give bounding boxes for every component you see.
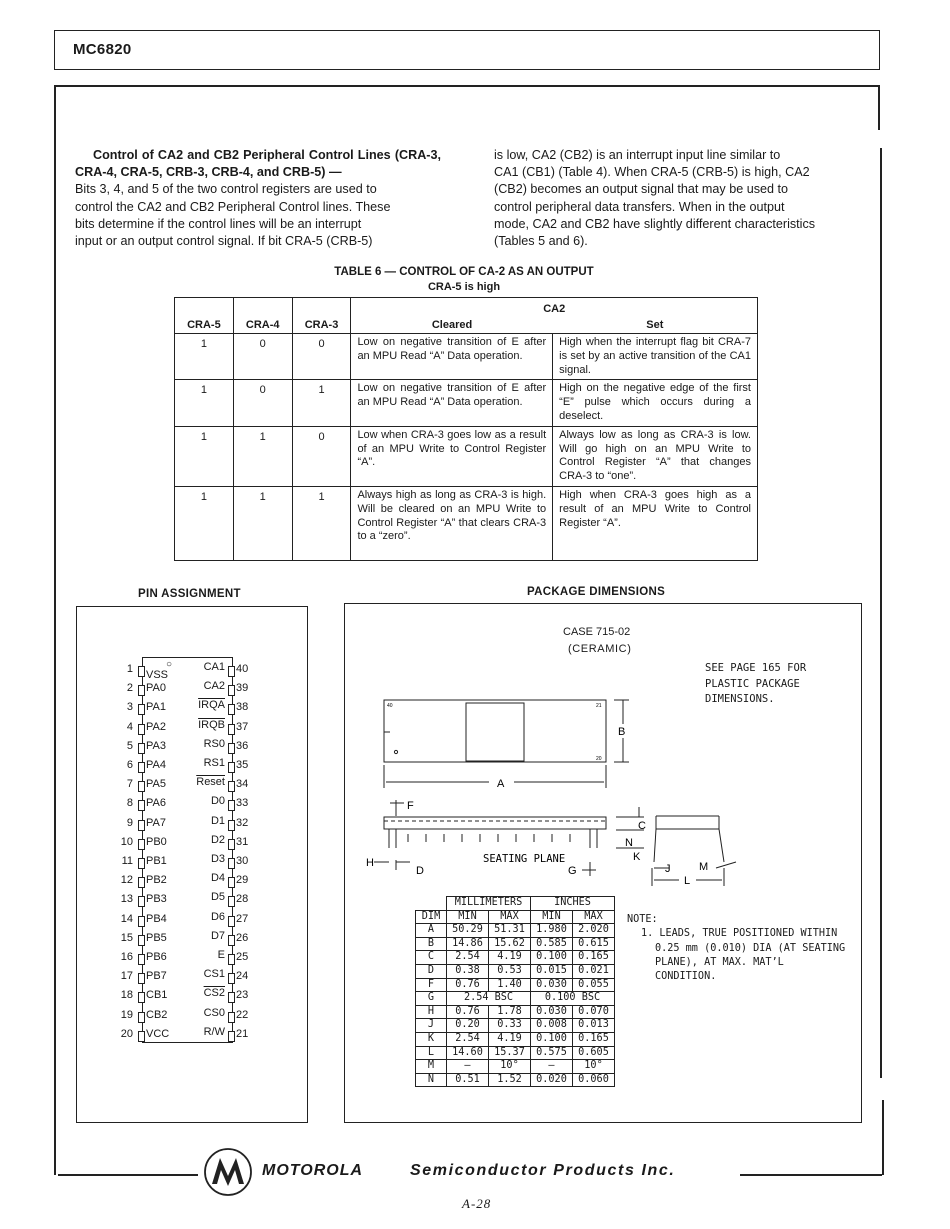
pin-number: 38 xyxy=(236,701,249,714)
package-top-outline xyxy=(384,700,606,762)
dim-d-label: D xyxy=(416,865,424,877)
pin-number: 33 xyxy=(236,797,249,810)
cell: 0.615 xyxy=(573,937,615,951)
cell: L xyxy=(416,1046,447,1060)
cell: 0.100 BSC xyxy=(531,992,615,1006)
pin-assignment-title: PIN ASSIGNMENT xyxy=(138,588,241,600)
text-line: mode, CA2 and CB2 have slightly different characteristics xyxy=(494,216,816,231)
cell: 0 xyxy=(233,334,292,380)
pin-name: PA6 xyxy=(146,797,166,810)
note-line: 0.25 mm (0.010) DIA (AT SEATING xyxy=(655,942,846,954)
pin-number: 5 xyxy=(126,739,133,752)
pin-lead-icon xyxy=(138,858,145,869)
pin-number: 7 xyxy=(126,778,133,791)
pin-name: D2 xyxy=(210,833,225,846)
pin-lead-icon xyxy=(138,877,145,888)
col-header: MIN xyxy=(531,910,573,924)
pin-number: 31 xyxy=(236,835,249,848)
pin-lead-icon xyxy=(138,781,145,792)
table-row xyxy=(416,978,615,992)
pin40-label: 40 xyxy=(387,703,393,709)
cell: High on the negative edge of the first “E” pulse which occurs during a deselect. xyxy=(553,380,758,426)
table-header-row xyxy=(175,298,758,318)
pin-lead-icon xyxy=(138,685,145,696)
text-line: DIMENSIONS. xyxy=(705,693,775,705)
cell: C xyxy=(416,951,447,965)
cell: A xyxy=(416,924,447,938)
dimensions-table xyxy=(415,896,615,1087)
cell: 0.100 xyxy=(531,951,573,965)
cell: 0.165 xyxy=(573,951,615,965)
pin-lead-icon xyxy=(228,666,235,677)
pin-number: 3 xyxy=(126,701,133,714)
cell: N xyxy=(416,1073,447,1087)
col-header: MIN xyxy=(447,910,489,924)
text-line: SEE PAGE 165 FOR xyxy=(705,662,807,674)
cell: 0.013 xyxy=(573,1019,615,1033)
pin-name: PA3 xyxy=(146,739,166,752)
pin-number: 34 xyxy=(236,778,249,791)
col-header: CRA-4 xyxy=(233,298,292,334)
cell: 1 xyxy=(175,334,234,380)
pin-name: D0 xyxy=(210,795,225,808)
pin-name: VSS xyxy=(146,669,169,681)
pin20-label: 20 xyxy=(596,756,602,762)
page-number: A-28 xyxy=(462,1196,492,1211)
cell: 0.53 xyxy=(489,964,531,978)
cell: 0.585 xyxy=(531,937,573,951)
page-header xyxy=(54,30,880,70)
pin-name: CA2 xyxy=(203,680,225,693)
footer-rule-left xyxy=(58,1174,198,1176)
table6-title: TABLE 6 — CONTROL OF CA-2 AS AN OUTPUT xyxy=(334,266,594,278)
table-row xyxy=(416,964,615,978)
table-row xyxy=(416,1046,615,1060)
text-line: Bits 3, 4, and 5 of the two control registers are used to xyxy=(75,182,377,197)
pin-lead-icon xyxy=(228,973,235,984)
pin-number: 11 xyxy=(121,855,133,867)
pin-name: CB2 xyxy=(146,1008,168,1021)
cell: Low when CRA-3 goes low as a result of an MPU Write to Control Register “A”. xyxy=(351,426,553,486)
note-title: NOTE: xyxy=(627,914,658,925)
cell: 1 xyxy=(175,380,234,426)
cell: J xyxy=(416,1019,447,1033)
pin-lead-icon xyxy=(228,743,235,754)
package-drawing xyxy=(344,690,764,890)
motorola-logo-icon xyxy=(202,1146,254,1198)
part-number: MC6820 xyxy=(73,41,132,58)
cell: 0.76 xyxy=(447,1005,489,1019)
package-note xyxy=(627,913,845,984)
pin-name: PA7 xyxy=(146,816,166,829)
text-line: CA1 (CB1) (Table 4). When CRA-5 (CRB-5) is high, CA2 xyxy=(494,165,810,180)
cell: 0 xyxy=(292,426,351,486)
pin-assignment-box xyxy=(76,606,308,1123)
pin-name: D3 xyxy=(210,853,225,865)
pin-lead-icon xyxy=(228,1031,235,1042)
footer-rule-right xyxy=(740,1174,882,1176)
cell: – xyxy=(531,1060,573,1074)
pin-number: 27 xyxy=(236,912,249,925)
pin-lead-icon xyxy=(138,1031,145,1042)
pin-number: 24 xyxy=(236,970,249,983)
frame-left xyxy=(54,85,56,1175)
pin-lead-icon xyxy=(228,916,235,927)
cell: 1.78 xyxy=(489,1005,531,1019)
cell: Always high as long as CRA-3 is high. Will be cleared on an MPU Write to Control Register “A” that clears CRA-3 to a “zero”. xyxy=(351,486,553,560)
pin-lead-icon xyxy=(228,858,235,869)
table-row xyxy=(416,924,615,938)
pin-name: PA0 xyxy=(146,682,166,695)
cell: 2.54 xyxy=(447,951,489,965)
pin-name: PA1 xyxy=(146,701,166,714)
cell: 1 xyxy=(175,426,234,486)
cell: 1 xyxy=(233,426,292,486)
pin-lead-icon xyxy=(228,992,235,1003)
cell: 0.030 xyxy=(531,978,573,992)
pin-name: CS2 xyxy=(203,987,225,1000)
cell: 0.33 xyxy=(489,1019,531,1033)
seating-plane-label: SEATING PLANE xyxy=(483,853,566,865)
col-header: DIM xyxy=(416,910,447,924)
cell: D xyxy=(416,964,447,978)
pin-name: IRQB xyxy=(198,718,225,731)
note-line: PLANE), AT MAX. MAT’L xyxy=(655,956,784,968)
table-row xyxy=(416,992,615,1006)
col-header: MAX xyxy=(573,910,615,924)
pin-number: 28 xyxy=(236,893,249,906)
pin-name: PB6 xyxy=(146,951,167,963)
cell: 0.030 xyxy=(531,1005,573,1019)
pin-name: CS0 xyxy=(203,1006,225,1019)
pin-name: IRQA xyxy=(198,699,225,712)
table-row xyxy=(416,1005,615,1019)
cell: High when the interrupt flag bit CRA-7 is set by an active transition of the CA1 signal. xyxy=(553,334,758,380)
pin-lead-icon xyxy=(228,954,235,965)
pin-number: 17 xyxy=(120,970,133,983)
pin-lead-icon xyxy=(138,935,145,946)
dim-f-label: F xyxy=(407,800,414,812)
pin-number: 16 xyxy=(120,951,133,963)
footer-tagline: Semiconductor Products Inc. xyxy=(410,1162,676,1179)
pin-name: E xyxy=(217,949,225,961)
cell: 14.86 xyxy=(447,937,489,951)
pin-number: 6 xyxy=(126,759,133,771)
frame-right xyxy=(880,148,882,1078)
cell: F xyxy=(416,978,447,992)
cell: 14.60 xyxy=(447,1046,489,1060)
cell: 0.055 xyxy=(573,978,615,992)
left-paragraph-title: Control of CA2 and CB2 Peripheral Control Lines (CRA-3, CRA-4, CRA-5, CRB-3, CRB-4, and CRB-5) — xyxy=(75,148,441,180)
pin-lead-icon xyxy=(228,839,235,850)
cell: 0.20 xyxy=(447,1019,489,1033)
cell: 1.980 xyxy=(531,924,573,938)
pin-name: PB1 xyxy=(146,855,167,867)
pin-lead-icon xyxy=(138,800,145,811)
pin-number: 32 xyxy=(236,816,249,829)
text-line: PLASTIC PACKAGE xyxy=(705,677,800,690)
group-header: CA2 xyxy=(351,298,758,318)
cell: 1 xyxy=(175,486,234,560)
text-line: is low, CA2 (CB2) is an interrupt input line similar to xyxy=(494,148,781,162)
chip-body xyxy=(142,657,233,1043)
cell: 4.19 xyxy=(489,951,531,965)
pin-number: 4 xyxy=(126,720,133,733)
cell: Always low as long as CRA-3 is low. Will go high on an MPU Write to Control Register “A” that changes CRA-3 to “one”. xyxy=(553,426,758,486)
footer-brand: MOTOROLA xyxy=(262,1162,364,1179)
table-row xyxy=(416,1073,615,1087)
pin-name: PB3 xyxy=(146,893,167,906)
pin-number: 21 xyxy=(236,1027,249,1040)
pin-name: RS1 xyxy=(203,757,225,769)
cell: 0.38 xyxy=(447,964,489,978)
pin-lead-icon xyxy=(138,1012,145,1023)
col-header: CRA-5 xyxy=(175,298,234,334)
cell: 0.008 xyxy=(531,1019,573,1033)
case-material: (CERAMIC) xyxy=(568,643,632,655)
pin-name: D1 xyxy=(210,814,225,827)
text-line: (Tables 5 and 6). xyxy=(494,234,588,249)
pin-name: R/W xyxy=(203,1025,225,1038)
pin-number: 15 xyxy=(120,931,133,944)
inches-group-header: INCHES xyxy=(531,897,615,911)
package-side-outline xyxy=(384,817,606,829)
pin-name: CA1 xyxy=(203,661,225,673)
pin1-dot-icon: ○ xyxy=(166,659,173,670)
pin-number: 26 xyxy=(236,931,249,944)
cell: 1 xyxy=(233,486,292,560)
frame-right-top xyxy=(878,85,880,130)
pin-number: 40 xyxy=(236,663,249,675)
cell: High when CRA-3 goes high as a result of an MPU Write to Control Register “A”. xyxy=(553,486,758,560)
pin-lead-icon xyxy=(228,877,235,888)
pin-number: 9 xyxy=(126,816,133,829)
note-line: 1. LEADS, TRUE POSITIONED WITHIN xyxy=(641,928,838,940)
table-row xyxy=(416,1032,615,1046)
blank-cell xyxy=(416,897,447,911)
cell: 0.020 xyxy=(531,1073,573,1087)
pin-lead-icon xyxy=(138,820,145,831)
pin-name: PB4 xyxy=(146,912,167,925)
pin-name: CB1 xyxy=(146,989,168,1002)
pin-number: 8 xyxy=(126,797,133,810)
pin-number: 20 xyxy=(120,1027,133,1040)
pin-name: PB0 xyxy=(146,835,167,848)
dim-h-label: H xyxy=(366,857,374,869)
dim-j-label: J xyxy=(665,863,671,875)
table-row xyxy=(416,951,615,965)
cell: 0.575 xyxy=(531,1046,573,1060)
table6-subtitle: CRA-5 is high xyxy=(427,281,501,293)
cell: 0.51 xyxy=(447,1073,489,1087)
text-line: input or an output control signal. If bit CRA-5 (CRB-5) xyxy=(75,234,373,249)
pin-name: D4 xyxy=(210,872,225,885)
cell: 0.100 xyxy=(531,1032,573,1046)
pin-number: 25 xyxy=(236,951,249,963)
dim-l-label: L xyxy=(684,875,691,887)
cell: 1 xyxy=(292,380,351,426)
pin-name: PB2 xyxy=(146,874,167,887)
table-row xyxy=(175,334,758,380)
pin-name: Reset xyxy=(196,776,225,789)
col-header: Set xyxy=(553,317,758,334)
pin-lead-icon xyxy=(228,781,235,792)
table-header-row xyxy=(416,910,615,924)
table6 xyxy=(174,297,758,561)
cell: 0 xyxy=(233,380,292,426)
pin-name: PB7 xyxy=(146,970,167,983)
cell: Low on negative transition of E after an MPU Read “A” Data operation. xyxy=(351,334,553,380)
pin-number: 10 xyxy=(120,835,133,848)
pin-number: 19 xyxy=(120,1008,133,1021)
right-paragraph xyxy=(494,147,860,250)
pin-name: PB5 xyxy=(146,931,167,944)
pin-number: 12 xyxy=(120,874,133,887)
cell: B xyxy=(416,937,447,951)
pin-lead-icon xyxy=(138,743,145,754)
text-line: bits determine if the control lines will be an interrupt xyxy=(75,216,362,231)
pin-number: 37 xyxy=(236,720,249,733)
note-line: CONDITION. xyxy=(655,971,717,983)
pin-name: D7 xyxy=(210,929,225,942)
pin-lead-icon xyxy=(138,973,145,984)
cell: 10° xyxy=(489,1060,531,1074)
pin-number: 30 xyxy=(236,855,249,867)
pin-lead-icon xyxy=(138,724,145,735)
text-line: control peripheral data transfers. When in the output xyxy=(494,199,785,214)
dimensions-body xyxy=(416,924,615,1087)
pin-number: 22 xyxy=(236,1008,249,1021)
pin21-label: 21 xyxy=(596,703,602,709)
cell: 1.40 xyxy=(489,978,531,992)
table-row xyxy=(416,937,615,951)
lid-outline xyxy=(466,703,524,761)
cell: 0.605 xyxy=(573,1046,615,1060)
cell: 2.54 xyxy=(447,1032,489,1046)
pin-number: 29 xyxy=(236,874,249,887)
pin-lead-icon xyxy=(228,800,235,811)
table-row xyxy=(175,380,758,426)
package-dimensions-title: PACKAGE DIMENSIONS xyxy=(527,586,666,598)
table-header-row xyxy=(416,897,615,911)
pin-number: 23 xyxy=(236,989,249,1002)
pin-number: 36 xyxy=(236,739,249,752)
left-paragraph xyxy=(75,147,441,250)
pin-name: CS1 xyxy=(203,968,225,981)
pin-number: 35 xyxy=(236,759,249,771)
pin-number: 14 xyxy=(120,912,133,925)
pin-lead-icon xyxy=(138,666,145,677)
dim-m-label: M xyxy=(699,861,709,873)
cell: 0.015 xyxy=(531,964,573,978)
cell: M xyxy=(416,1060,447,1074)
pin-lead-icon xyxy=(138,916,145,927)
dim-g-label: G xyxy=(568,865,577,877)
pin-name: PA2 xyxy=(146,720,166,733)
col-header: MAX xyxy=(489,910,531,924)
cell: 2.54 BSC xyxy=(447,992,531,1006)
pin-name: PA4 xyxy=(146,759,166,771)
cell: 10° xyxy=(573,1060,615,1074)
pin-lead-icon xyxy=(138,762,145,773)
cell: 0 xyxy=(292,334,351,380)
cell: – xyxy=(447,1060,489,1074)
cell: 15.62 xyxy=(489,937,531,951)
pin-lead-icon xyxy=(228,896,235,907)
dim-c-label: C xyxy=(638,820,646,832)
pin-lead-icon xyxy=(228,704,235,715)
col-header: Cleared xyxy=(351,317,553,334)
text-line: control the CA2 and CB2 Peripheral Control lines. These xyxy=(75,199,391,214)
dim-k-label: K xyxy=(633,851,641,863)
frame-right-bottom xyxy=(882,1100,884,1175)
col-header: CRA-3 xyxy=(292,298,351,334)
cell: 51.31 xyxy=(489,924,531,938)
table-row xyxy=(175,486,758,560)
pin-lead-icon xyxy=(228,820,235,831)
pin-lead-icon xyxy=(228,935,235,946)
pin-lead-icon xyxy=(138,954,145,965)
case-number: CASE 715-02 xyxy=(563,626,631,638)
dim-n-label: N xyxy=(625,837,633,849)
cell: 0.060 xyxy=(573,1073,615,1087)
pin-lead-icon xyxy=(228,762,235,773)
cell: 0.070 xyxy=(573,1005,615,1019)
cell: 0.021 xyxy=(573,964,615,978)
pin-lead-icon xyxy=(138,992,145,1003)
pin-number: 39 xyxy=(236,682,249,695)
cell: 1.52 xyxy=(489,1073,531,1087)
pin-name: RS0 xyxy=(203,737,225,750)
pin-number: 18 xyxy=(120,989,133,1002)
pin-lead-icon xyxy=(138,839,145,850)
table-row xyxy=(416,1060,615,1074)
cell: 0.76 xyxy=(447,978,489,992)
pin-number: 13 xyxy=(120,893,133,906)
pin-name: PA5 xyxy=(146,778,166,791)
frame-top xyxy=(54,85,880,87)
pin-lead-icon xyxy=(228,724,235,735)
table-row xyxy=(416,1019,615,1033)
cell: 0.165 xyxy=(573,1032,615,1046)
dim-b-label: B xyxy=(618,726,626,738)
mm-group-header: MILLIMETERS xyxy=(447,897,531,911)
pin-number: 2 xyxy=(126,682,133,695)
pin-lead-icon xyxy=(228,1012,235,1023)
cell: H xyxy=(416,1005,447,1019)
table-row xyxy=(175,426,758,486)
cell: 4.19 xyxy=(489,1032,531,1046)
pin-name: D5 xyxy=(210,891,225,904)
pin-name: VCC xyxy=(146,1027,170,1040)
text-line: (CB2) becomes an output signal that may be used to xyxy=(494,182,789,197)
pin-lead-icon xyxy=(138,704,145,715)
pin-lead-icon xyxy=(138,896,145,907)
pin-name: D6 xyxy=(210,910,225,923)
cell: 2.020 xyxy=(573,924,615,938)
cell: 50.29 xyxy=(447,924,489,938)
cell: G xyxy=(416,992,447,1006)
pin-number: 1 xyxy=(126,663,133,675)
cell: 1 xyxy=(292,486,351,560)
cell: Low on negative transition of E after an MPU Read “A” Data operation. xyxy=(351,380,553,426)
dim-a-label: A xyxy=(497,778,505,790)
cell: K xyxy=(416,1032,447,1046)
cell: 15.37 xyxy=(489,1046,531,1060)
pin-lead-icon xyxy=(228,685,235,696)
